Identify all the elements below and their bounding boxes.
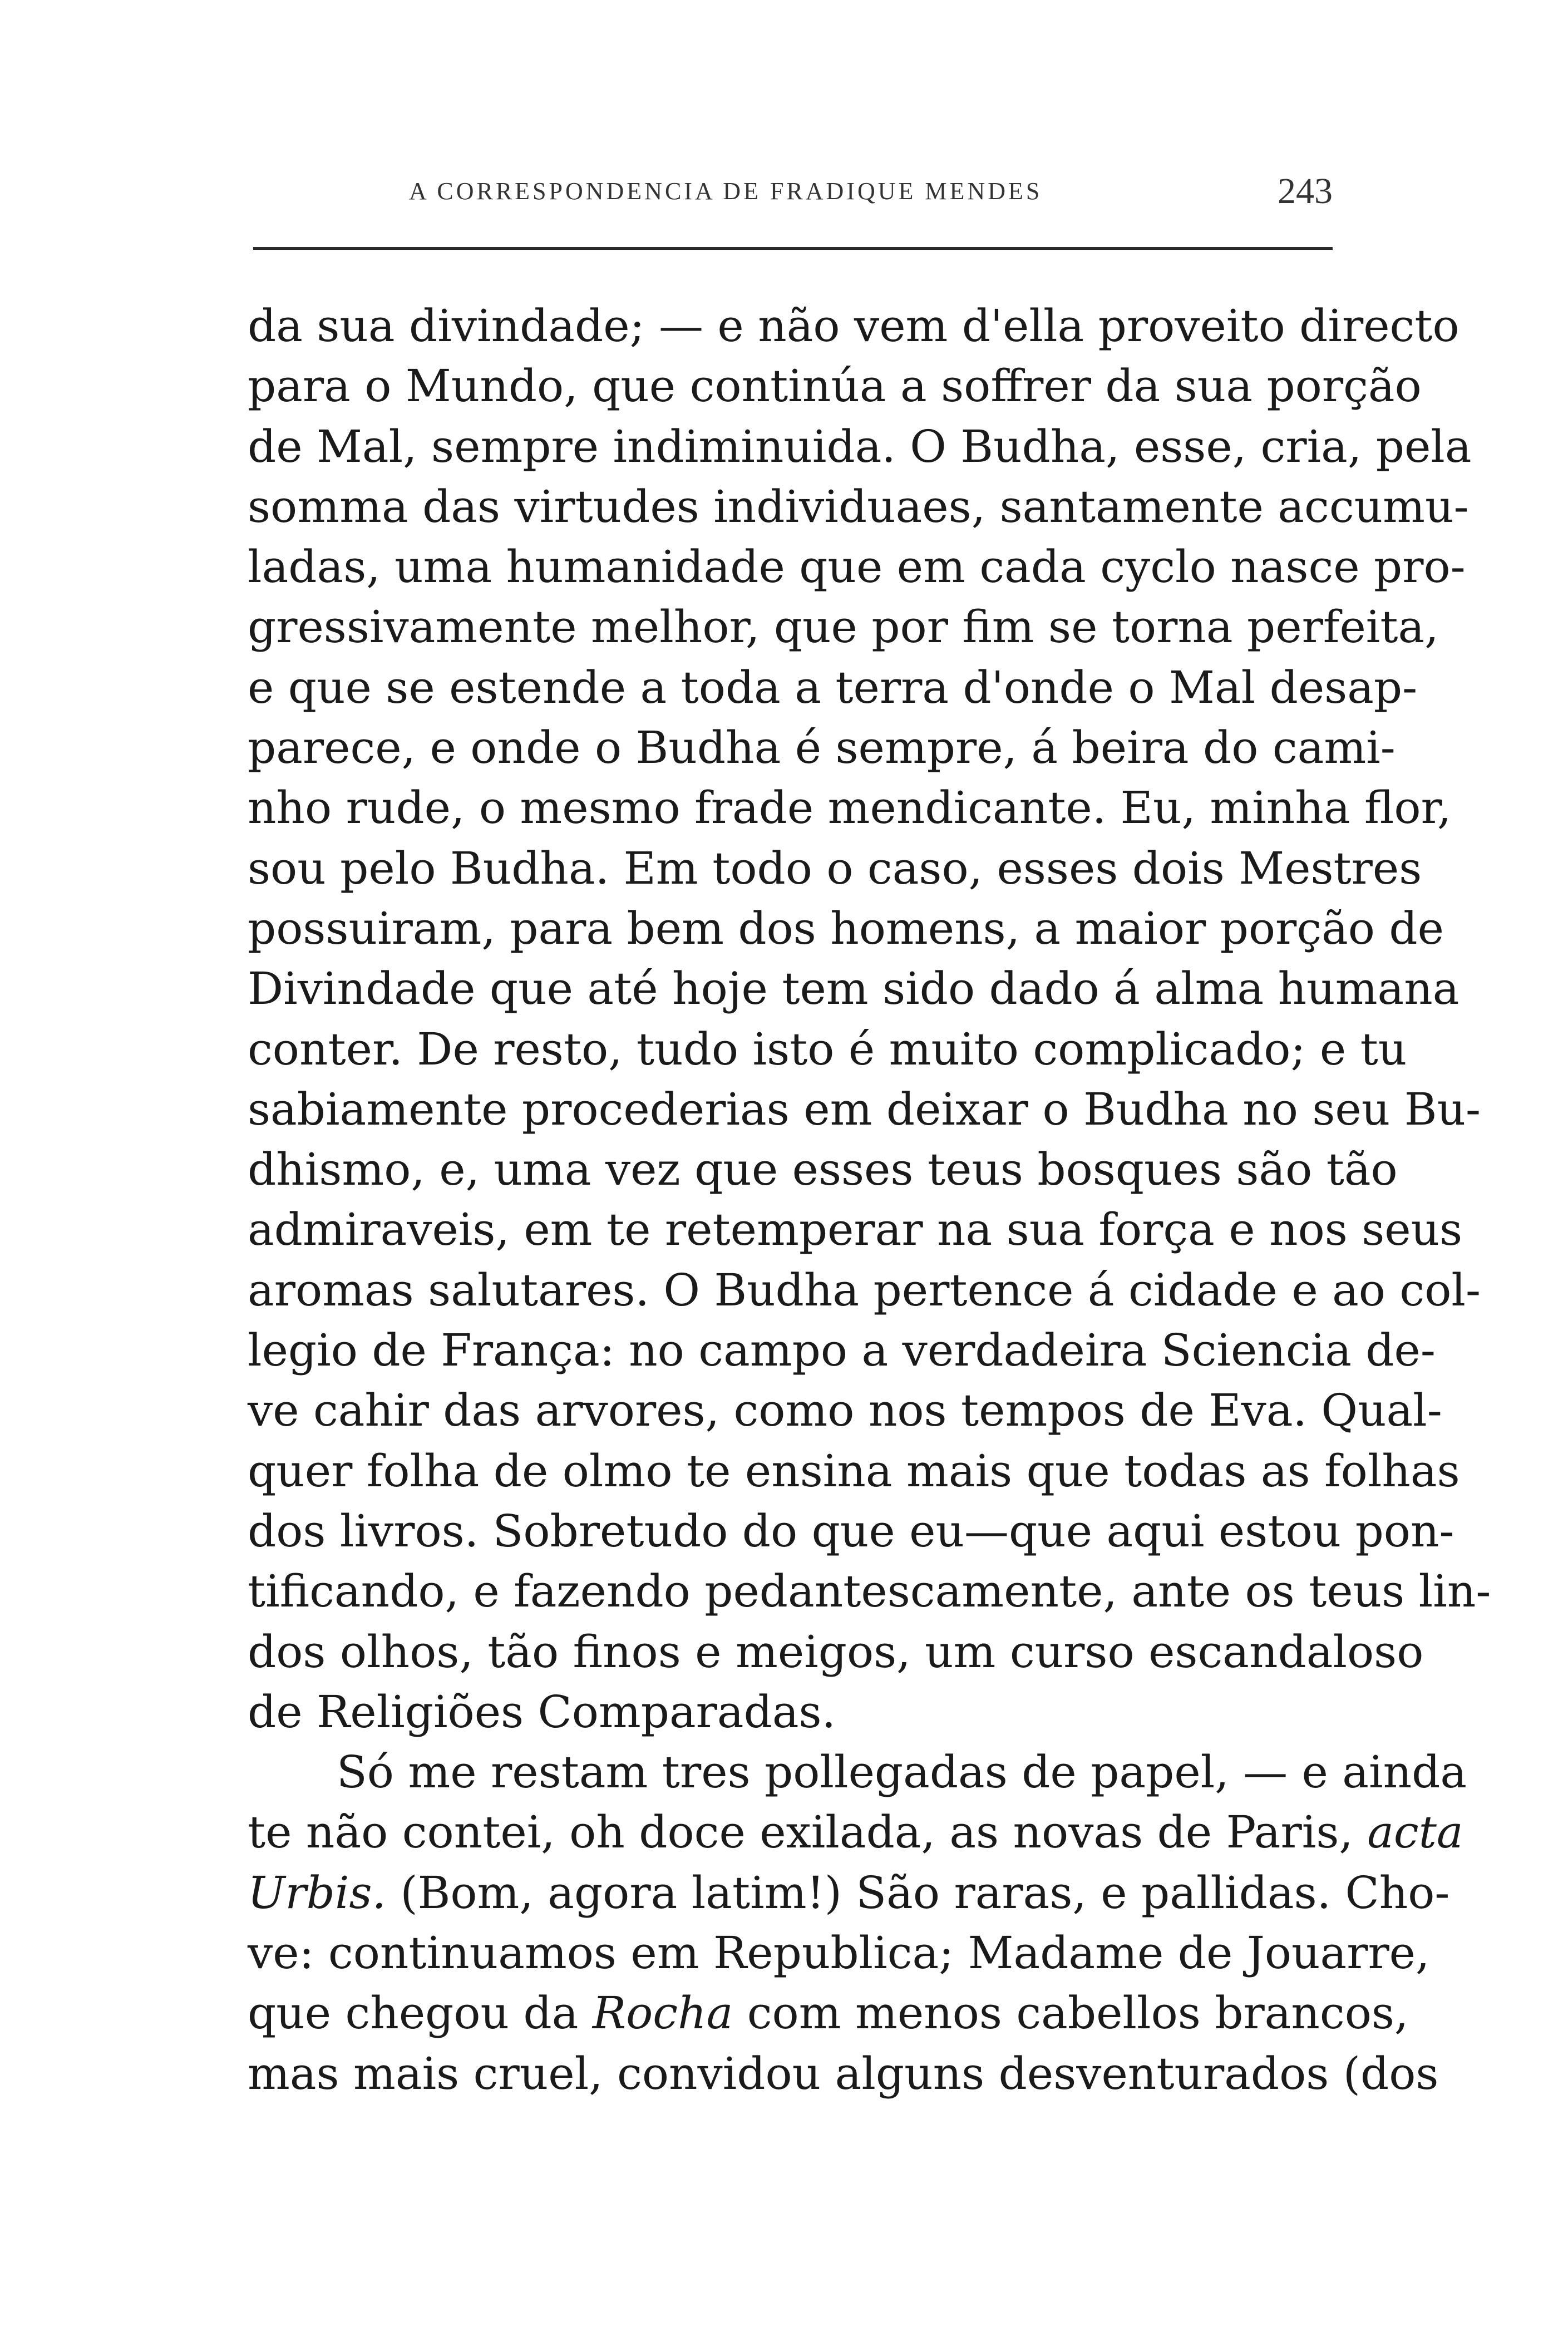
text-line: tificando, e fazendo pedantescamente, ante os teus lin- bbox=[248, 1565, 1491, 1618]
text-line: Divindade que até hoje tem sido dado á alma humana bbox=[248, 963, 1459, 1015]
text-line bbox=[248, 1863, 1450, 1923]
text-line: nho rude, o mesmo frade mendicante. Eu, minha flor, bbox=[248, 782, 1452, 834]
text-line: de Mal, sempre indiminuida. O Budha, esse, cria, pela bbox=[248, 420, 1472, 472]
text-line: conter. De resto, tudo isto é muito complicado; e tu bbox=[248, 1023, 1407, 1075]
text-line: ve cahir das arvores, como nos tempos de Eva. Qual- bbox=[248, 1384, 1442, 1437]
text-line: ve: continuamos em Republica; Madame de Jouarre, bbox=[248, 1927, 1430, 1979]
italic-phrase: Urbis. bbox=[248, 1866, 386, 1919]
text-line: gressivamente melhor, que por fim se torna perfeita, bbox=[248, 601, 1439, 653]
text-line: somma das virtudes individuaes, santamente accumu- bbox=[248, 480, 1469, 533]
text-segment: com menos cabellos brancos, bbox=[747, 1987, 1409, 2039]
text-line: para o Mundo, que continúa a soffrer da sua porção bbox=[248, 360, 1422, 412]
italic-phrase: Rocha bbox=[592, 1987, 733, 2039]
text-line: quer folha de olmo te ensina mais que todas as folhas bbox=[248, 1445, 1460, 1497]
text-line: sou pelo Budha. Em todo o caso, esses dois Mestres bbox=[248, 842, 1422, 894]
body-text bbox=[248, 296, 1491, 2104]
text-line: legio de França: no campo a verdadeira Sciencia de- bbox=[248, 1324, 1436, 1377]
text-line bbox=[248, 1983, 1409, 2043]
running-head bbox=[253, 167, 1333, 217]
text-line: parece, e onde o Budha é sempre, á beira do cami- bbox=[248, 722, 1396, 774]
text-segment: (Bom, agora latim!) São raras, e pallidas. Cho- bbox=[400, 1866, 1450, 1919]
text-line: mas mais cruel, convidou alguns desventurados (dos bbox=[248, 2047, 1439, 2099]
text-line: dos livros. Sobretudo do que eu—que aqui estou pon- bbox=[248, 1505, 1454, 1557]
page-number: 243 bbox=[1278, 171, 1333, 211]
running-title: A CORRESPONDENCIA DE FRADIQUE MENDES bbox=[409, 178, 1043, 205]
text-line: possuiram, para bem dos homens, a maior porção de bbox=[248, 902, 1444, 954]
text-line: e que se estende a toda a terra d'onde o Mal desap- bbox=[248, 661, 1418, 713]
header-rule bbox=[253, 247, 1333, 250]
text-line: sabiamente procederias em deixar o Budha no seu Bu- bbox=[248, 1083, 1481, 1135]
paragraph-start-line: Só me restam tres pollegadas de papel, — e ainda bbox=[337, 1746, 1467, 1798]
text-line: ladas, uma humanidade que em cada cyclo nasce pro- bbox=[248, 541, 1466, 593]
text-segment: que chegou da bbox=[248, 1987, 579, 2039]
text-line bbox=[248, 1802, 1463, 1862]
italic-phrase: acta bbox=[1367, 1806, 1463, 1859]
text-segment: te não contei, oh doce exilada, as novas de Paris, bbox=[248, 1806, 1353, 1859]
text-line: admiraveis, em te retemperar na sua força e nos seus bbox=[248, 1204, 1463, 1256]
text-line: aromas salutares. O Budha pertence á cidade e ao col- bbox=[248, 1264, 1481, 1316]
text-line: da sua divindade; — e não vem d'ella proveito directo bbox=[248, 300, 1459, 352]
text-line: dhismo, e, uma vez que esses teus bosques são tão bbox=[248, 1144, 1398, 1196]
paragraph-end-line: de Religiões Comparadas. bbox=[248, 1685, 836, 1738]
text-line: dos olhos, tão finos e meigos, um curso escandaloso bbox=[248, 1625, 1424, 1678]
